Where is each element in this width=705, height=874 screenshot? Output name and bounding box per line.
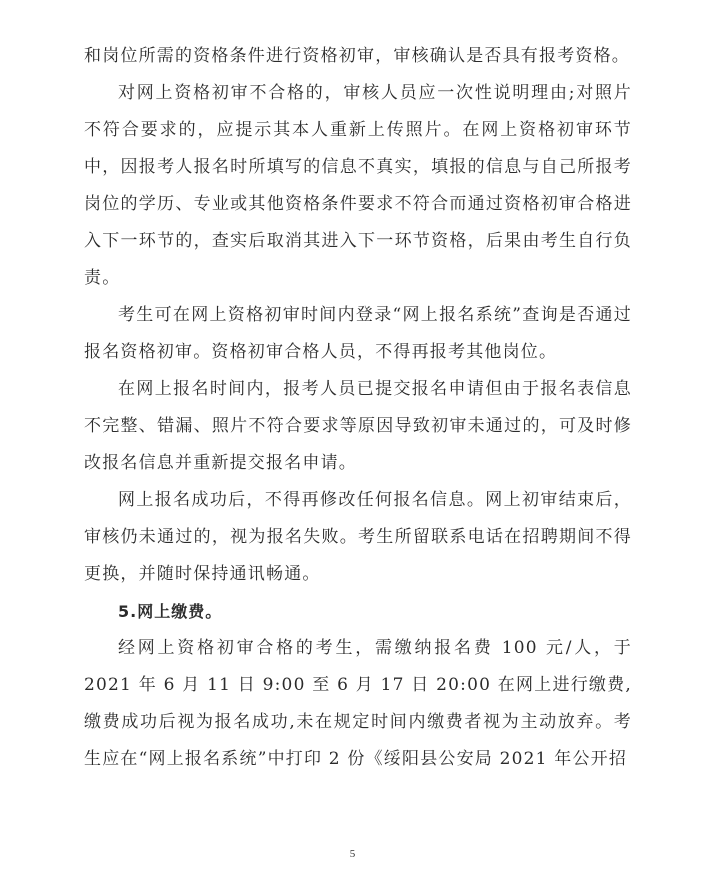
paragraph-modify-application: 在网上报名时间内，报考人员已提交报名申请但由于报名表信息不完整、错漏、照片不符合要求等原因导致初审未通过的，可及时修改报名信息并重新提交报名申请。 xyxy=(84,379,632,473)
paragraph-query-review-result: 考生可在网上资格初审时间内登录“网上报名系统”查询是否通过报名资格初审。资格初审合格人员，不得再报考其他岗位。 xyxy=(84,305,632,362)
paragraph-registration-success: 网上报名成功后，不得再修改任何报名信息。网上初审结束后，审核仍未通过的，视为报名失败。考生所留联系电话在招聘期间不得更换，并随时保持通讯畅通。 xyxy=(84,490,632,584)
document-body xyxy=(84,38,632,778)
paragraph-payment-details: 经网上资格初审合格的考生，需缴纳报名费 100 元/人，于2021 年 6 月 11 日 9:00 至 6 月 17 日 20:00 在网上进行缴费,缴费成功后视为报名成功,未在规定时间内缴费者视为主动放弃。考生应在“网上报名系统”中打印 2 份《绥阳县公安局 2021 年公开招 xyxy=(84,638,632,769)
paragraph-continuation: 和岗位所需的资格条件进行资格初审，审核确认是否具有报考资格。 xyxy=(84,46,630,66)
section-heading-online-payment: 5.网上缴费。 xyxy=(118,602,223,621)
page-number: 5 xyxy=(349,848,356,860)
paragraph-initial-review-failure: 对网上资格初审不合格的，审核人员应一次性说明理由;对照片不符合要求的，应提示其本人重新上传照片。在网上资格初审环节中，因报考人报名时所填写的信息不真实，填报的信息与自己所报考岗位的学历、专业或其他资格条件要求不符合而通过资格初审合格进入下一环节的，查实后取消其进入下一环节资格，后果由考生自行负责。 xyxy=(84,83,632,288)
